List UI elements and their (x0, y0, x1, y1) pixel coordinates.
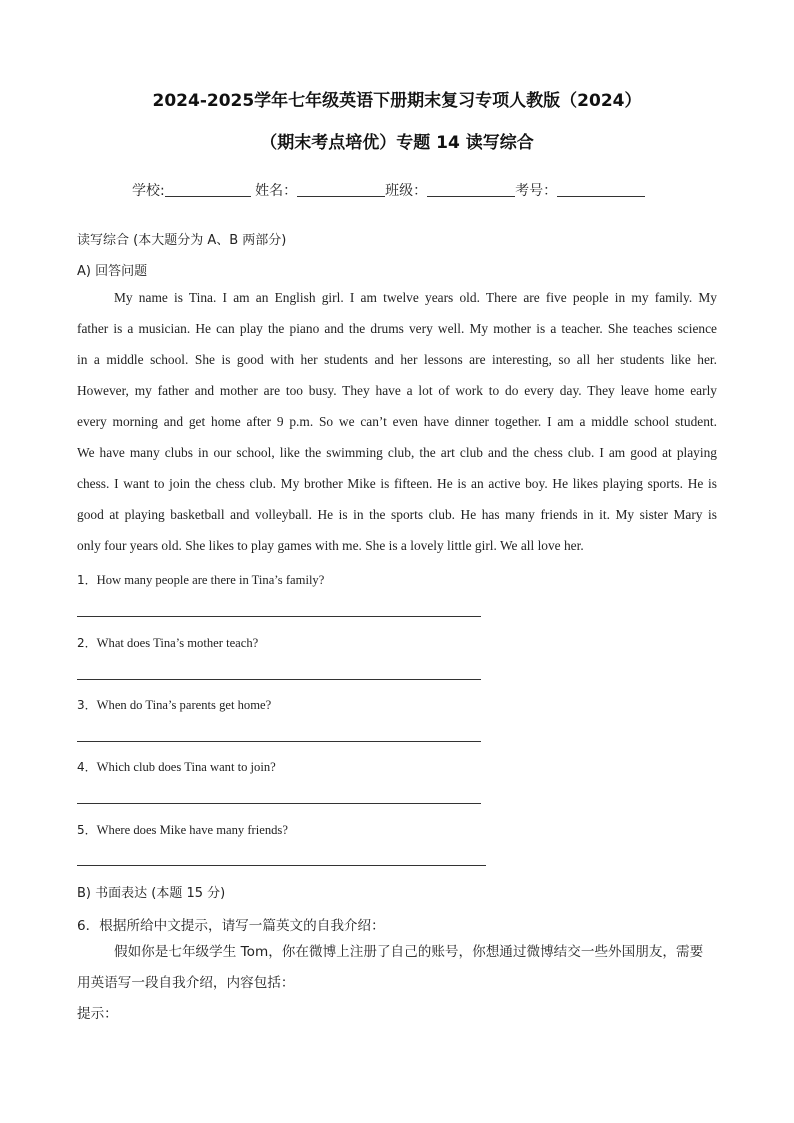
question-text: Which club does Tina want to join? (96, 760, 276, 774)
section-intro: 读写综合 (本大题分为 A、B 两部分) (77, 233, 287, 248)
passage-line: father is a musician. He can play the piano and the drums very well. My mother is a teacher. She teaches science (77, 321, 717, 336)
student-info-row (132, 180, 645, 200)
answer-line-5[interactable] (77, 865, 486, 866)
name-blank[interactable] (297, 182, 385, 197)
answer-line-4[interactable] (77, 803, 481, 804)
passage-line: We have many clubs in our school, like the swimming club, the art club and the chess club. I am good at playing (77, 445, 717, 460)
class-blank[interactable] (427, 182, 515, 197)
answer-line-3[interactable] (77, 741, 481, 742)
passage-line: good at playing basketball and volleyball. He is in the sports club. He has many friends in it. My sister Mary is (77, 507, 717, 522)
question-5 (77, 821, 288, 838)
reading-passage (77, 282, 717, 561)
part-b-label: B) 书面表达 (本题 15 分) (77, 886, 226, 901)
passage-line: However, my father and mother are too busy. They have a lot of work to do every day. They leave home early (77, 383, 717, 398)
passage-line: in a middle school. She is good with her students and her lessons are interesting, so all her students like her. (77, 352, 717, 367)
question-number: 5． (77, 823, 97, 837)
passage-line: every morning and get home after 9 p.m. So we can’t even have dinner together. I am a middle school student. (77, 414, 717, 429)
question-6: 6．根据所给中文提示，请写一篇英文的自我介绍： (77, 918, 385, 934)
question-number: 4． (77, 760, 97, 774)
prompt-line: 用英语写一段自我介绍，内容包括： (77, 975, 295, 991)
answer-line-2[interactable] (77, 679, 481, 680)
school-label: 学校: (132, 183, 165, 199)
passage-line: My name is Tina. I am an English girl. I am twelve years old. There are five people in my family. My (114, 290, 717, 305)
prompt-line: 假如你是七年级学生 Tom，你在微博上注册了自己的账号，你想通过微博结交一些外国朋友，需要 (114, 944, 704, 960)
answer-line-1[interactable] (77, 616, 481, 617)
question-number: 3． (77, 698, 97, 712)
question-text: How many people are there in Tina’s family? (96, 573, 325, 587)
question-2 (77, 634, 258, 651)
exam-no-label: 考号： (515, 183, 558, 199)
question-text: When do Tina’s parents get home? (96, 698, 272, 712)
passage-line: only four years old. She likes to play games with me. She is a lovely little girl. We all love her. (77, 538, 584, 553)
question-text: Where does Mike have many friends? (96, 823, 288, 837)
question-text: What does Tina’s mother teach? (96, 636, 259, 650)
name-label: 姓名： (255, 183, 298, 199)
writing-prompt (77, 937, 717, 1030)
exam-no-blank[interactable] (557, 182, 645, 197)
class-label: 班级： (385, 183, 428, 199)
school-blank[interactable] (165, 182, 251, 197)
hint-label: 提示： (77, 1006, 118, 1022)
question-number: 1． (77, 573, 97, 587)
part-a-label: A) 回答问题 (77, 264, 148, 279)
question-3 (77, 696, 271, 713)
page-subtitle: （期末考点培优）专题 14 读写综合 (260, 133, 534, 153)
passage-line: chess. I want to join the chess club. My brother Mike is fifteen. He is an active boy. He likes playing sports. He is (77, 476, 717, 491)
question-number: 2． (77, 636, 97, 650)
question-1 (77, 571, 324, 588)
page-title: 2024-2025学年七年级英语下册期末复习专项人教版（2024） (152, 91, 642, 111)
question-4 (77, 758, 276, 775)
